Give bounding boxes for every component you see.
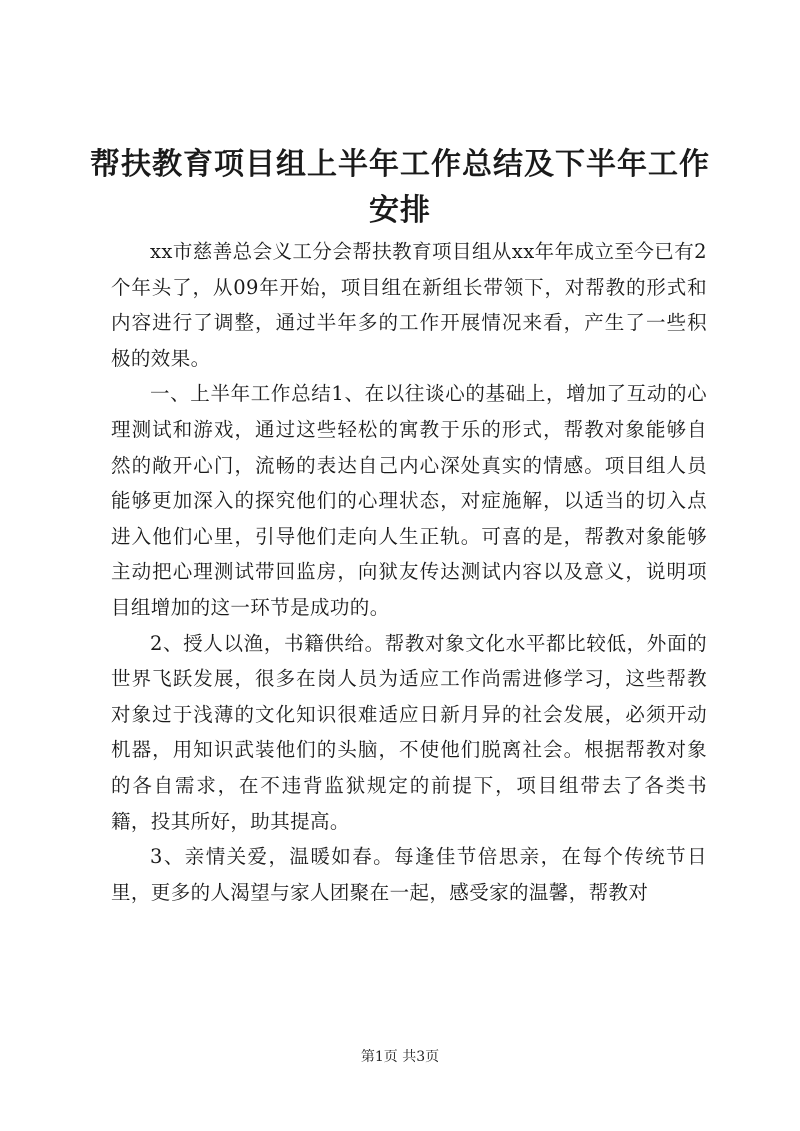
document-title: 帮扶教育项目组上半年工作总结及下半年工作安排	[90, 147, 710, 228]
page-number-indicator: 第1页 共3页	[360, 1049, 440, 1065]
paragraph-section-3: 3、亲情关爱，温暖如春。每逢佳节倍思亲，在每个传统节日里，更多的人渴望与家人团聚在一起，感受家的温馨，帮教对	[111, 845, 707, 904]
paragraph-section-2: 2、授人以渔，书籍供给。帮教对象文化水平都比较低，外面的世界飞跃发展，很多在岗人员为适应工作尚需进修学习，这些帮教对象过于浅薄的文化知识很难适应日新月异的社会发展，必须开动机器，用知识武装他们的头脑，不使他们脱离社会。根据帮教对象的各自需求，在不违背监狱规定的前提下，项目组带去了各类书籍，投其所好，助其提高。	[111, 631, 707, 833]
document-body	[111, 234, 707, 910]
page-footer	[0, 1047, 800, 1067]
paragraph-section-1: 一、上半年工作总结1、在以往谈心的基础上，增加了互动的心理测试和游戏，通过这些轻松的寓教于乐的形式，帮教对象能够自然的敞开心门，流畅的表达自己内心深处真实的情感。项目组人员能够更加深入的探究他们的心理状态，对症施解，以适当的切入点进入他们心里，引导他们走向人生正轨。可喜的是，帮教对象能够主动把心理测试带回监房，向狱友传达测试内容以及意义，说明项目组增加的这一环节是成功的。	[111, 382, 707, 619]
paragraph-intro: xx市慈善总会义工分会帮扶教育项目组从xx年年成立至今已有2个年头了，从09年开始，项目组在新组长带领下，对帮教的形式和内容进行了调整，通过半年多的工作开展情况来看，产生了一些积极的效果。	[111, 240, 707, 370]
